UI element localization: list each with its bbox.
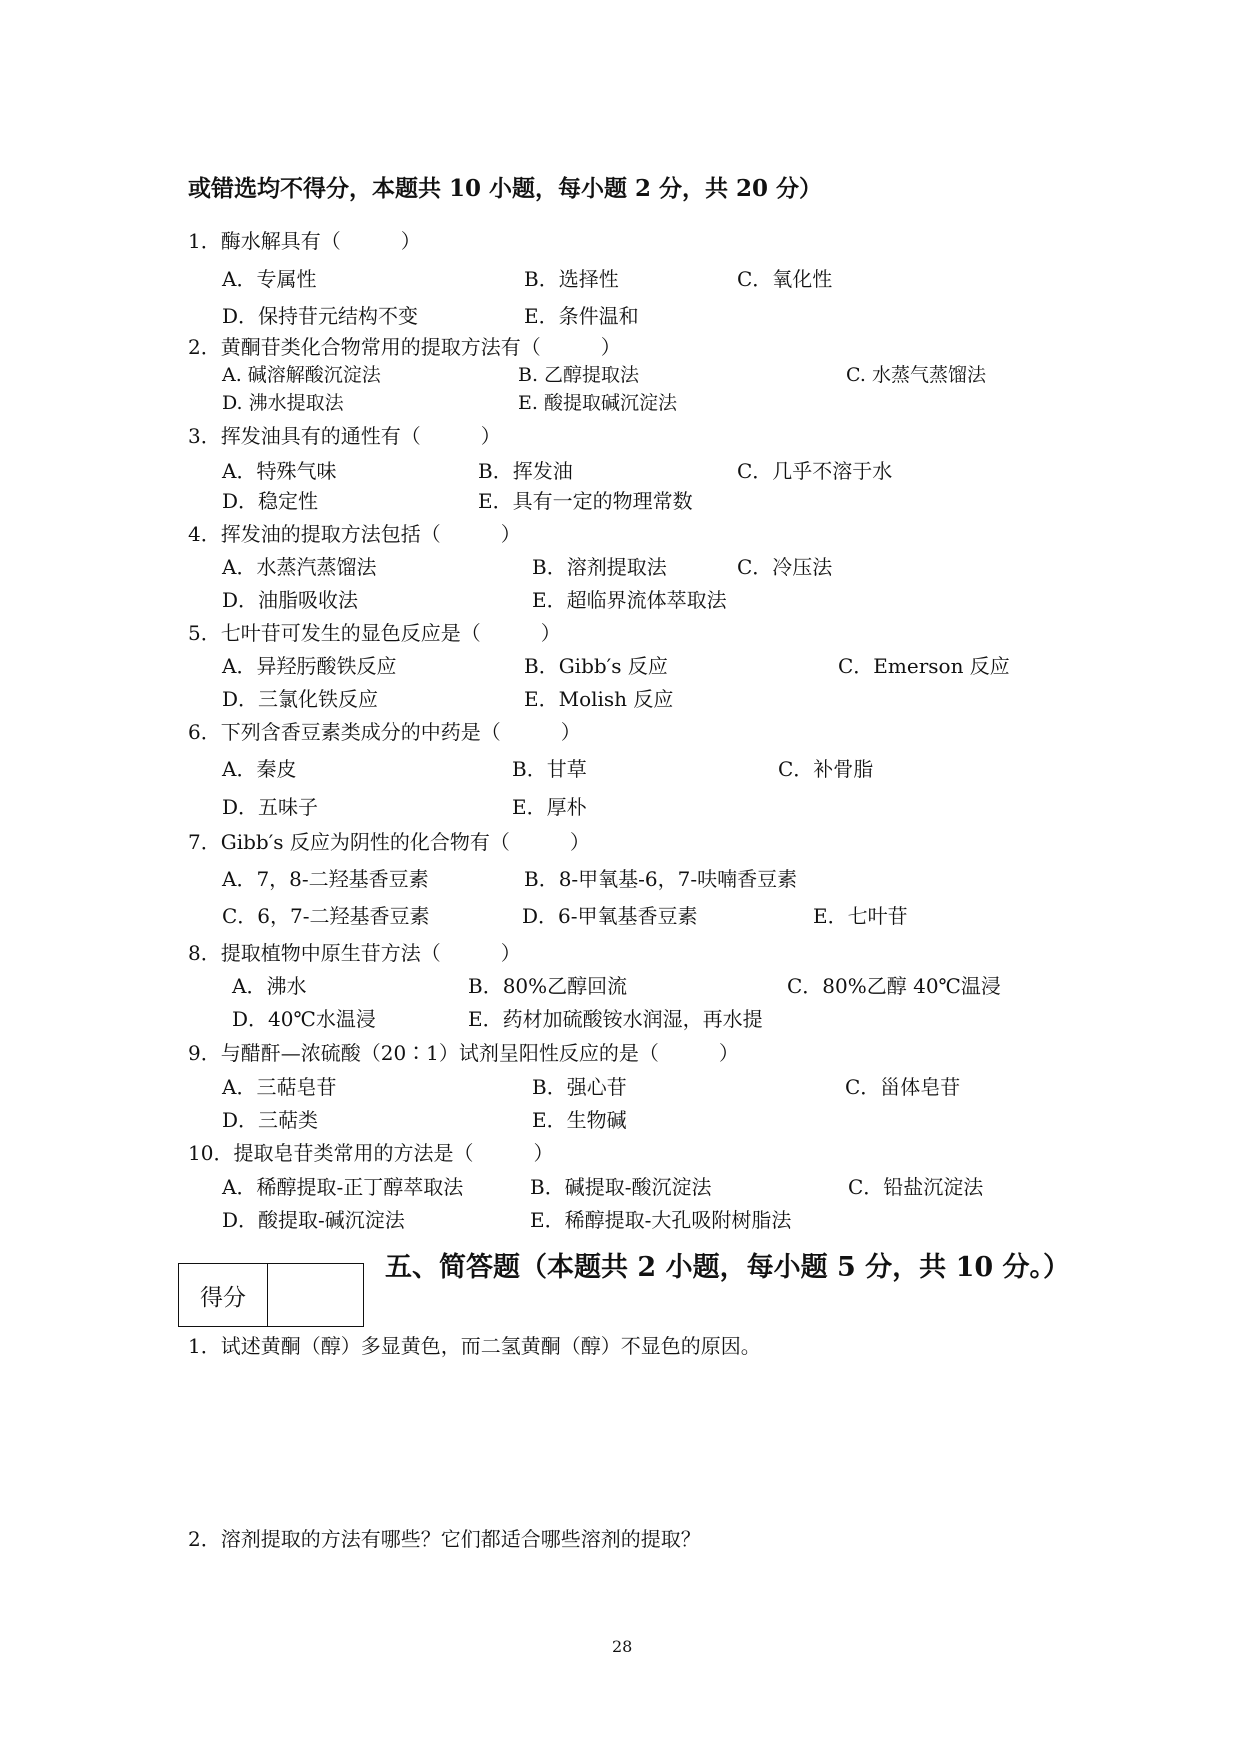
question-7-option-c: C．6，7-二羟基香豆素 bbox=[222, 904, 430, 928]
question-6-stem: 6．下列含香豆素类成分的中药是（ ） bbox=[188, 720, 581, 744]
question-8-option-d: D．40℃水温浸 bbox=[232, 1007, 376, 1031]
question-8-option-b: B．80%乙醇回流 bbox=[468, 974, 628, 998]
question-8-stem: 8．提取植物中原生苷方法（ ） bbox=[188, 941, 521, 965]
question-6-option-d: D．五味子 bbox=[222, 795, 319, 819]
question-5-option-a: A．异羟肟酸铁反应 bbox=[222, 654, 397, 678]
question-1-option-b: B．选择性 bbox=[524, 267, 619, 291]
question-5-stem: 5．七叶苷可发生的显色反应是（ ） bbox=[188, 621, 561, 645]
question-1-option-e: E．条件温和 bbox=[524, 304, 639, 328]
question-10-stem: 10．提取皂苷类常用的方法是（ ） bbox=[188, 1141, 554, 1165]
question-2-option-e: E. 酸提取碱沉淀法 bbox=[518, 392, 677, 414]
question-8-option-c: C．80%乙醇 40℃温浸 bbox=[787, 974, 1001, 998]
question-6-option-e: E．厚朴 bbox=[512, 795, 587, 819]
question-4-stem: 4．挥发油的提取方法包括（ ） bbox=[188, 522, 521, 546]
question-4-option-a: A．水蒸汽蒸馏法 bbox=[222, 555, 377, 579]
question-2-option-d: D. 沸水提取法 bbox=[222, 392, 344, 414]
question-9-stem: 9．与醋酐—浓硫酸（20∶1）试剂呈阳性反应的是（ ） bbox=[188, 1041, 739, 1065]
question-7-stem: 7．Gibb′s 反应为阴性的化合物有（ ） bbox=[188, 830, 590, 854]
question-1-option-c: C．氧化性 bbox=[737, 267, 833, 291]
question-9-option-c: C．甾体皂苷 bbox=[845, 1075, 961, 1099]
question-2-option-a: A. 碱溶解酸沉淀法 bbox=[222, 364, 381, 386]
question-5-option-b: B．Gibb′s 反应 bbox=[524, 654, 668, 678]
question-3-option-a: A．特殊气味 bbox=[222, 459, 337, 483]
question-4-option-c: C．冷压法 bbox=[737, 555, 833, 579]
question-5-option-d: D．三氯化铁反应 bbox=[222, 687, 379, 711]
question-10-option-e: E．稀醇提取-大孔吸附树脂法 bbox=[530, 1208, 792, 1232]
question-2-option-b: B. 乙醇提取法 bbox=[518, 364, 640, 386]
question-4-option-e: E．超临界流体萃取法 bbox=[532, 588, 727, 612]
question-9-option-a: A．三萜皂苷 bbox=[222, 1075, 337, 1099]
page-number: 28 bbox=[612, 1637, 633, 1656]
question-7-option-b: B．8-甲氧基-6，7-呋喃香豆素 bbox=[524, 867, 798, 891]
question-2-stem: 2．黄酮苷类化合物常用的提取方法有（ ） bbox=[188, 335, 621, 359]
question-6-option-c: C．补骨脂 bbox=[778, 757, 874, 781]
score-label: 得分 bbox=[179, 1264, 268, 1326]
question-4-option-b: B．溶剂提取法 bbox=[532, 555, 667, 579]
question-8-option-a: A．沸水 bbox=[232, 974, 307, 998]
question-7-option-a: A．7，8-二羟基香豆素 bbox=[222, 867, 429, 891]
question-6-option-b: B．甘草 bbox=[512, 757, 587, 781]
question-1-option-a: A．专属性 bbox=[222, 267, 317, 291]
section-5-title: 五、简答题（本题共 2 小题，每小题 5 分，共 10 分。） bbox=[385, 1252, 1071, 1283]
question-3-option-e: E．具有一定的物理常数 bbox=[478, 489, 693, 513]
question-3-option-d: D．稳定性 bbox=[222, 489, 319, 513]
short-answer-question-1: 1．试述黄酮（醇）多显黄色，而二氢黄酮（醇）不显色的原因。 bbox=[188, 1334, 761, 1358]
question-1-option-d: D．保持苷元结构不变 bbox=[222, 304, 419, 328]
question-5-option-c: C．Emerson 反应 bbox=[838, 654, 1010, 678]
question-9-option-e: E．生物碱 bbox=[532, 1108, 627, 1132]
question-9-option-b: B．强心苷 bbox=[532, 1075, 627, 1099]
question-7-option-e: E．七叶苷 bbox=[813, 904, 908, 928]
question-10-option-a: A．稀醇提取-正丁醇萃取法 bbox=[222, 1175, 464, 1199]
question-8-option-e: E．药材加硫酸铵水润湿，再水提 bbox=[468, 1007, 763, 1031]
question-6-option-a: A．秦皮 bbox=[222, 757, 297, 781]
question-3-option-b: B．挥发油 bbox=[478, 459, 573, 483]
question-10-option-d: D．酸提取-碱沉淀法 bbox=[222, 1208, 405, 1232]
question-10-option-b: B．碱提取-酸沉淀法 bbox=[530, 1175, 712, 1199]
question-2-option-c: C. 水蒸气蒸馏法 bbox=[846, 364, 986, 386]
score-value-cell bbox=[268, 1264, 363, 1326]
question-4-option-d: D．油脂吸收法 bbox=[222, 588, 359, 612]
section-header-line: 或错选均不得分，本题共 10 小题，每小题 2 分，共 20 分） bbox=[188, 175, 823, 202]
question-1-stem: 1．酶水解具有（ ） bbox=[188, 229, 421, 253]
question-9-option-d: D．三萜类 bbox=[222, 1108, 319, 1132]
short-answer-question-2: 2．溶剂提取的方法有哪些？它们都适合哪些溶剂的提取？ bbox=[188, 1527, 701, 1551]
score-box bbox=[178, 1263, 364, 1327]
question-3-option-c: C．几乎不溶于水 bbox=[737, 459, 893, 483]
question-3-stem: 3．挥发油具有的通性有（ ） bbox=[188, 424, 501, 448]
question-5-option-e: E．Molish 反应 bbox=[524, 687, 674, 711]
question-10-option-c: C．铅盐沉淀法 bbox=[848, 1175, 984, 1199]
question-7-option-d: D．6-甲氧基香豆素 bbox=[522, 904, 698, 928]
